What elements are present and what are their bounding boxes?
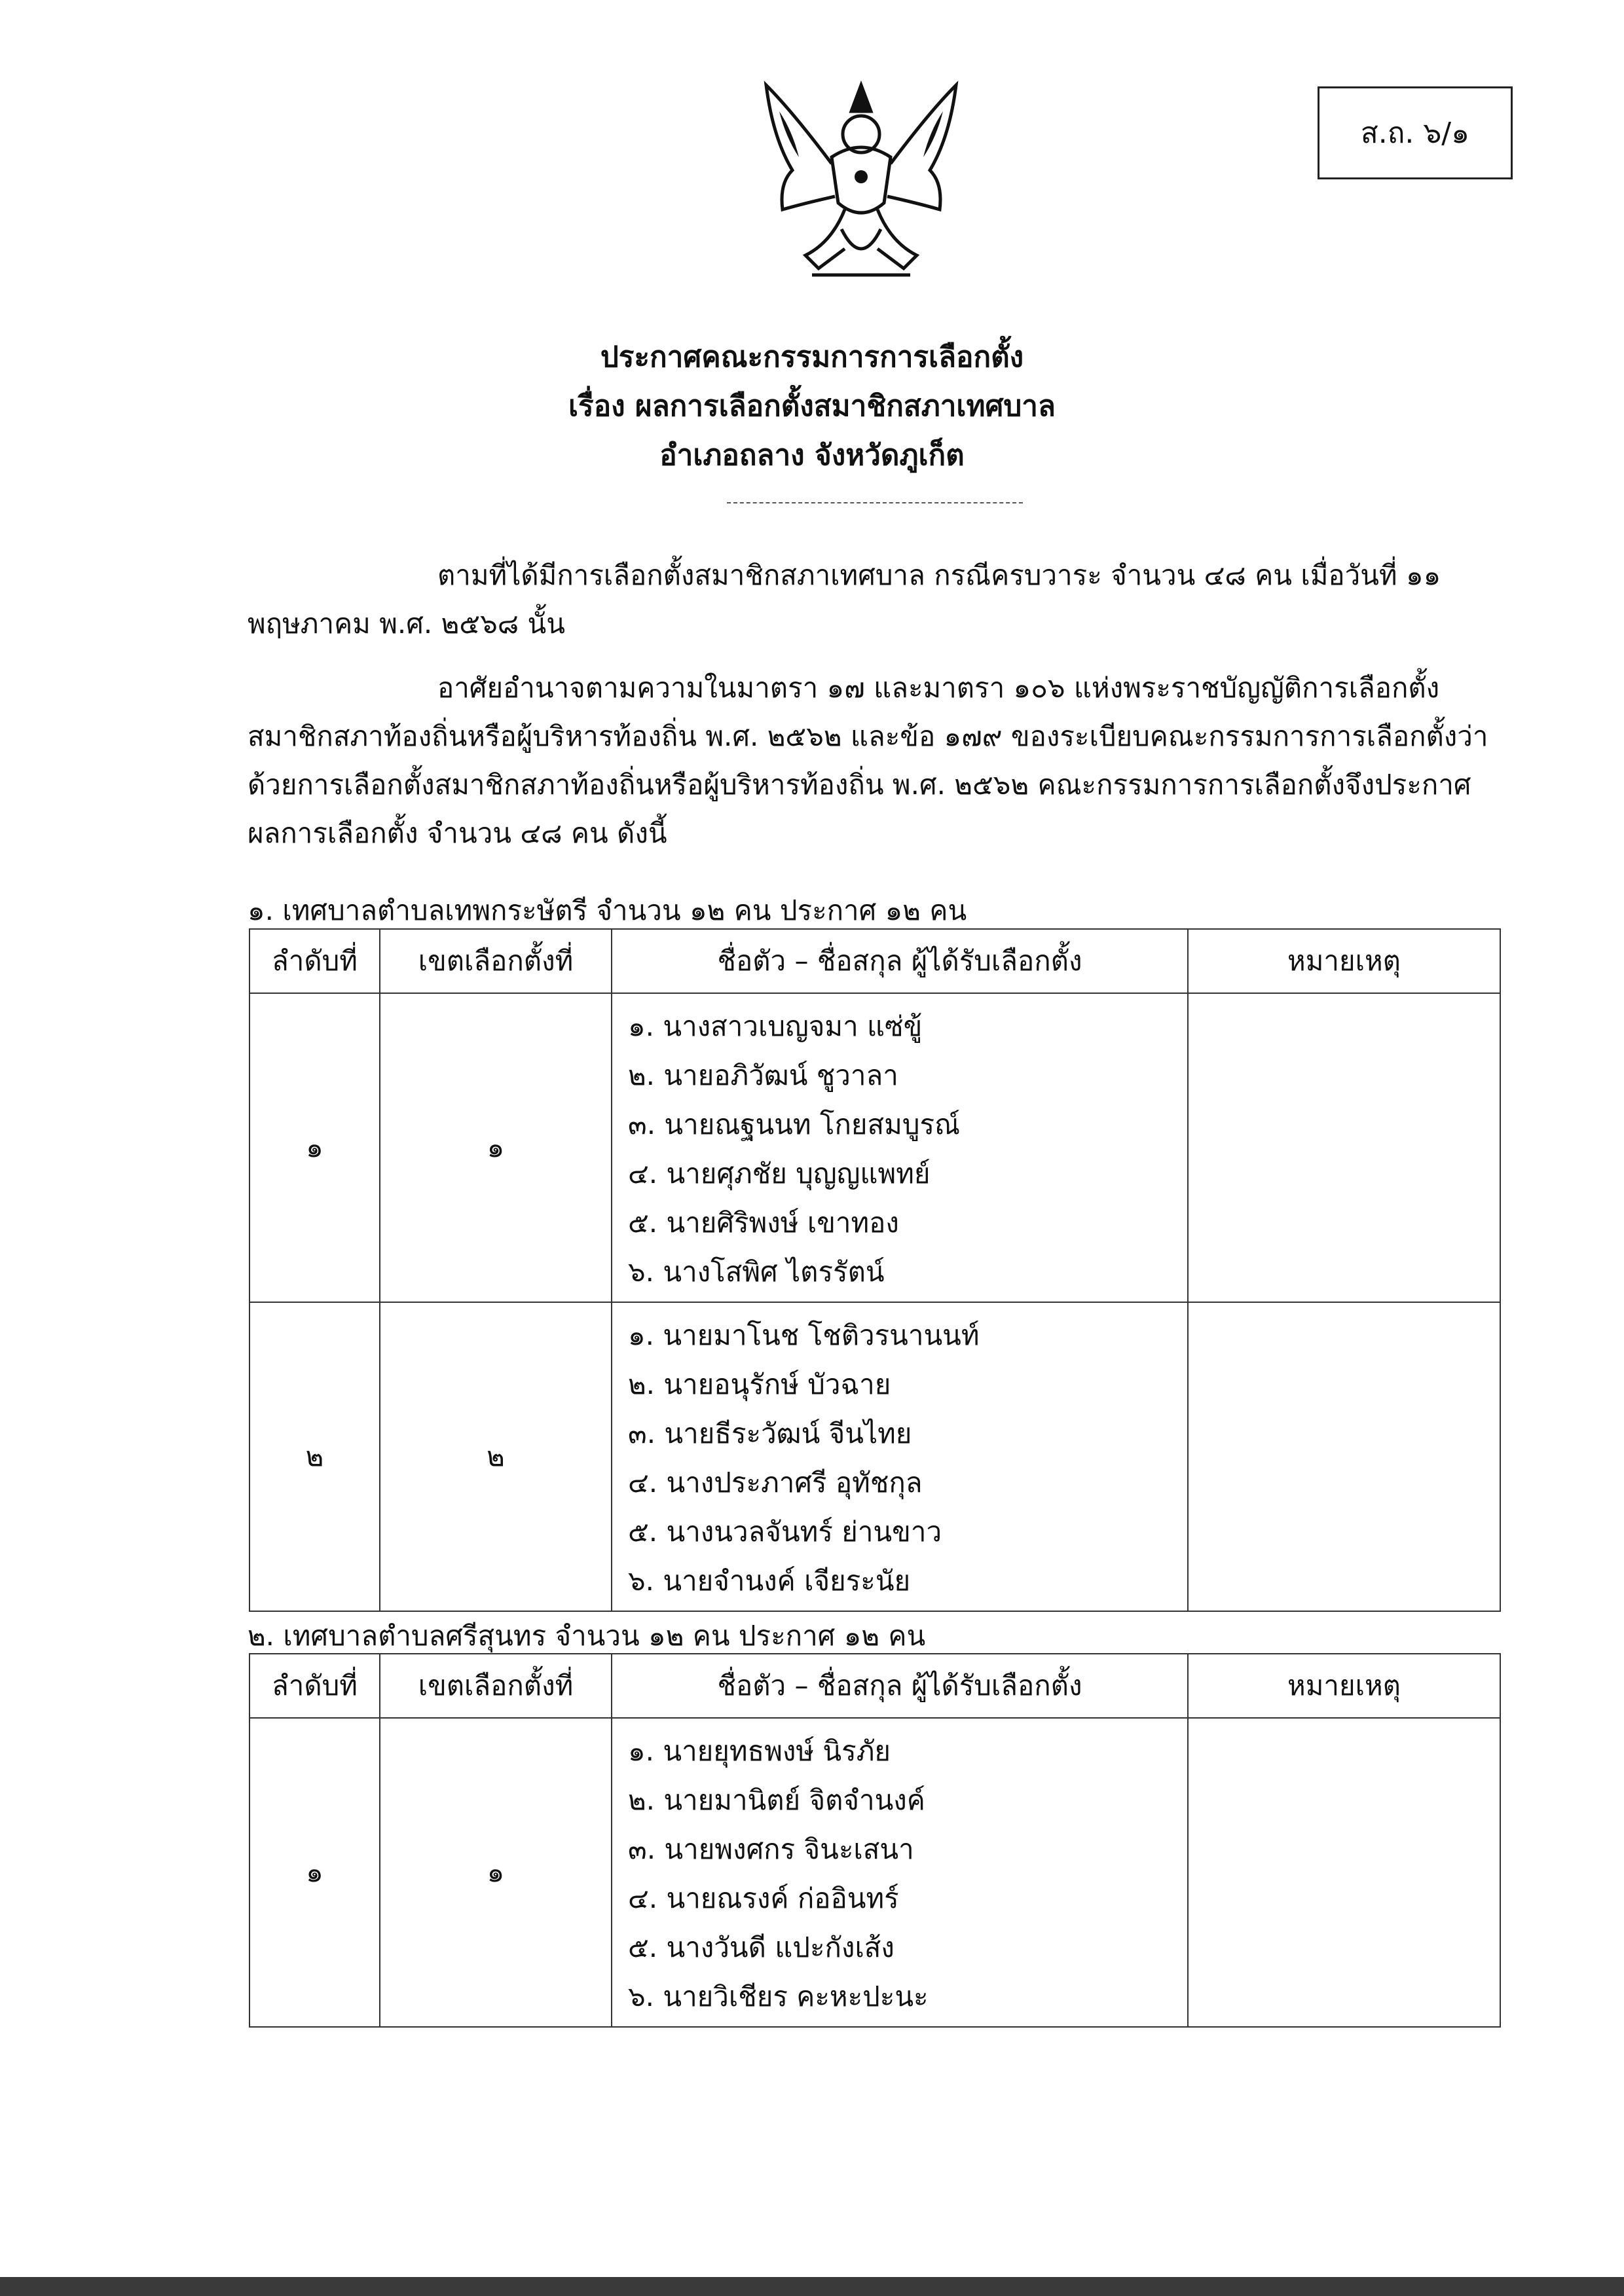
heading-location: อำเภอถลาง จังหวัดภูเก็ต xyxy=(659,439,965,472)
table-header-row xyxy=(249,1654,1500,1718)
results-table xyxy=(249,1653,1501,2028)
candidate-name: ๓. นายพงศกร จินะเสนา xyxy=(628,1833,914,1865)
candidate-name: ๒. นายอภิวัฒน์ ชูวาลา xyxy=(628,1059,898,1091)
scan-edge-bar xyxy=(0,2277,1624,2296)
candidate-name: ๑. นางสาวเบญจมา แซ่ขู้ xyxy=(628,1010,923,1042)
cell-district: ๑ xyxy=(380,993,612,1302)
paragraph-authority: อาศัยอำนาจตามความในมาตรา ๑๗ และมาตรา ๑๐๖ แห่งพระราชบัญญัติการเลือกตั้งสมาชิกสภาท้องถิ่นหรือผู้บริหารท้องถิ่น พ.ศ. ๒๕๖๒ และข้อ ๑๗๙ ของระเบียบคณะกรรมการการเลือกตั้งว่าด้วยการเลือกตั้งสมาชิกสภาท้องถิ่นหรือผู้บริหารท้องถิ่น พ.ศ. ๒๕๖๒ คณะกรรมการการเลือกตั้งจึงประกาศผลการเลือกตั้ง จำนวน ๔๘ คน ดังนี้ xyxy=(248,672,1488,849)
cell-names xyxy=(612,1302,1188,1611)
candidate-name: ๓. นายณฐนนท โกยสมบูรณ์ xyxy=(628,1108,961,1140)
candidate-name: ๕. นางวันดี แปะกังเส้ง xyxy=(628,1931,895,1963)
header-remark: หมายเหตุ xyxy=(1188,1654,1500,1718)
table-row xyxy=(249,993,1500,1302)
candidate-name: ๒. นายอนุรักษ์ บัวฉาย xyxy=(628,1368,891,1400)
candidate-name: ๑. นายยุทธพงษ์ นิรภัย xyxy=(628,1735,891,1767)
cell-remark xyxy=(1188,993,1500,1302)
candidate-name: ๒. นายมานิตย์ จิตจำนงค์ xyxy=(628,1784,925,1816)
cell-district: ๑ xyxy=(380,1718,612,2027)
candidate-name: ๖. นายจำนงค์ เจียระนัย xyxy=(628,1565,911,1597)
cell-remark xyxy=(1188,1718,1500,2027)
header-order: ลำดับที่ xyxy=(249,929,380,993)
heading-divider xyxy=(727,502,1023,503)
heading-subject: เรื่อง ผลการเลือกตั้งสมาชิกสภาเทศบาล xyxy=(568,390,1056,423)
cell-names xyxy=(612,993,1188,1302)
form-code-box: ส.ถ. ๖/๑ xyxy=(1318,86,1513,179)
candidate-name: ๔. นายศุภชัย บุญญแพทย์ xyxy=(628,1157,931,1190)
candidate-name: ๕. นางนวลจันทร์ ย่านขาว xyxy=(628,1516,942,1548)
candidate-name: ๖. นายวิเชียร คะหะปะนะ xyxy=(628,1980,929,2013)
header-remark: หมายเหตุ xyxy=(1188,929,1500,993)
candidate-name: ๔. นางประภาศรี อุทัชกุล xyxy=(628,1467,923,1499)
candidate-name: ๔. นายณรงค์ ก่ออินทร์ xyxy=(628,1882,899,1914)
section-title: ๑. เทศบาลตำบลเทพกระษัตรี จำนวน ๑๒ คน ประกาศ ๑๒ คน xyxy=(248,894,967,926)
paragraph-intro: ตามที่ได้มีการเลือกตั้งสมาชิกสภาเทศบาล กรณีครบวาระ จำนวน ๔๘ คน เมื่อวันที่ ๑๑ พฤษภาคม พ.ศ. ๒๕๖๘ นั้น xyxy=(248,559,1441,640)
cell-remark xyxy=(1188,1302,1500,1611)
candidate-name: ๑. นายมาโนช โชติวรนานนท์ xyxy=(628,1319,980,1351)
table-row xyxy=(249,1302,1500,1611)
cell-order: ๑ xyxy=(249,1718,380,2027)
candidate-name: ๕. นายศิริพงษ์ เขาทอง xyxy=(628,1207,899,1239)
heading-title: ประกาศคณะกรรมการการเลือกตั้ง xyxy=(600,340,1024,374)
cell-order: ๒ xyxy=(249,1302,380,1611)
cell-names xyxy=(612,1718,1188,2027)
candidate-name: ๓. นายธีระวัฒน์ จีนไทย xyxy=(628,1417,912,1449)
candidate-name: ๖. นางโสพิศ ไตรรัตน์ xyxy=(628,1256,885,1288)
garuda-emblem xyxy=(753,72,969,291)
cell-district: ๒ xyxy=(380,1302,612,1611)
header-name: ชื่อตัว – ชื่อสกุล ผู้ได้รับเลือกตั้ง xyxy=(612,929,1188,993)
section-title: ๒. เทศบาลตำบลศรีสุนทร จำนวน ๑๒ คน ประกาศ ๑๒ คน xyxy=(248,1620,926,1652)
cell-order: ๑ xyxy=(249,993,380,1302)
header-order: ลำดับที่ xyxy=(249,1654,380,1718)
header-district: เขตเลือกตั้งที่ xyxy=(380,1654,612,1718)
table-header-row xyxy=(249,929,1500,993)
header-district: เขตเลือกตั้งที่ xyxy=(380,929,612,993)
table-row xyxy=(249,1718,1500,2027)
header-name: ชื่อตัว – ชื่อสกุล ผู้ได้รับเลือกตั้ง xyxy=(612,1654,1188,1718)
results-table xyxy=(249,928,1501,1612)
